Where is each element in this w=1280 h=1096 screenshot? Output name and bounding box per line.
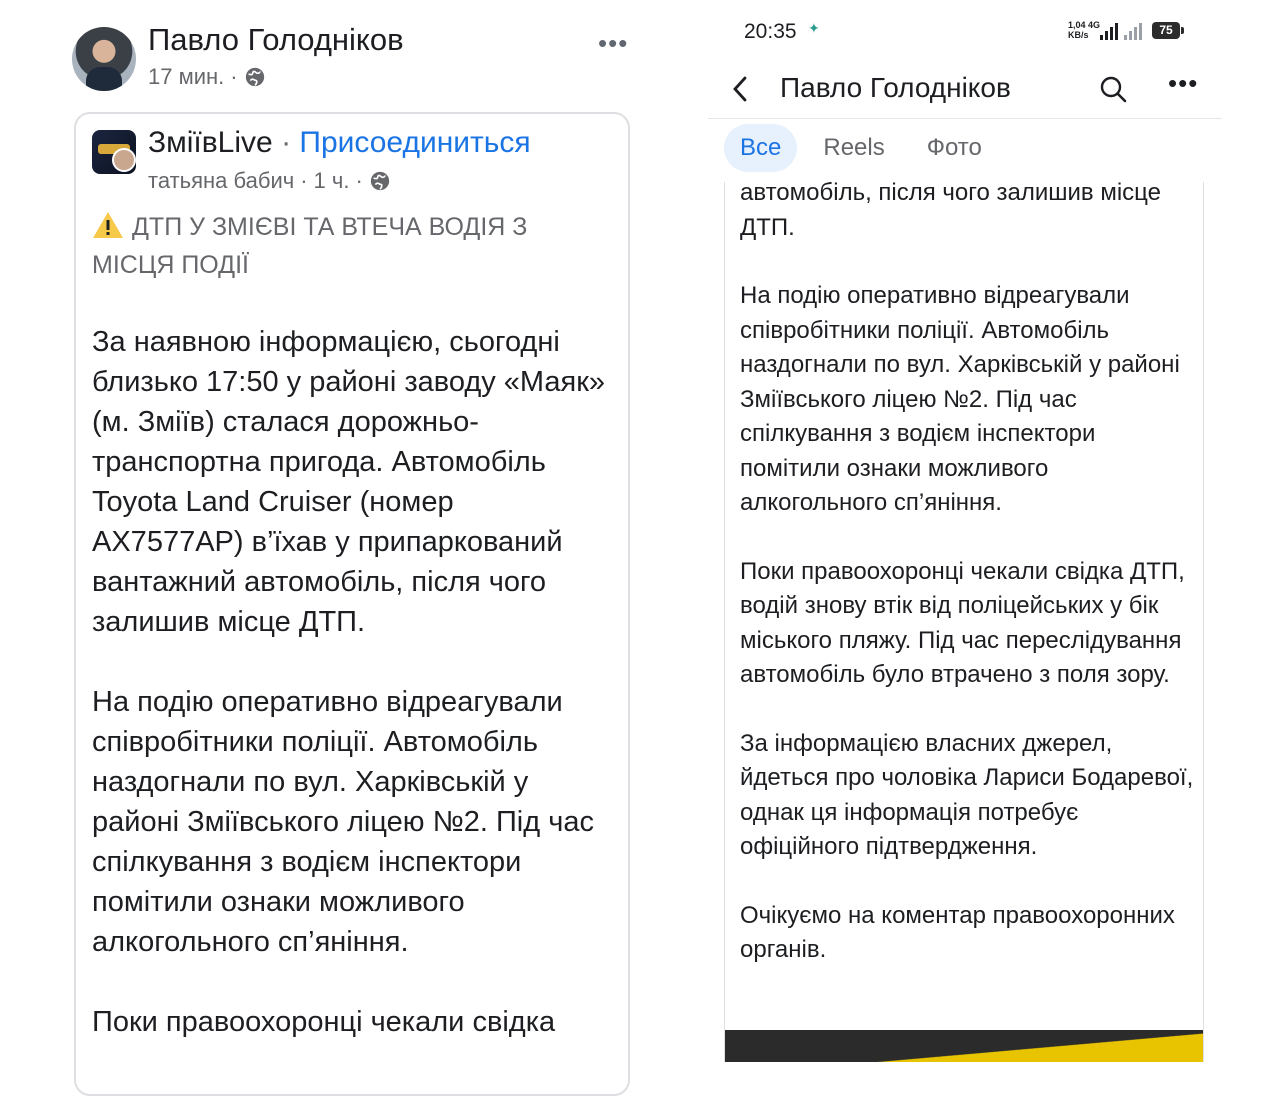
notification-icon: ✦ [808, 20, 820, 36]
poster-name[interactable]: татьяна бабич [148, 168, 295, 193]
author-name[interactable]: Павло Голодніков [148, 22, 404, 57]
poster-meta [148, 168, 391, 194]
post-paragraph: Очікуємо на коментар правоохоронних органів. [740, 901, 1175, 963]
warning-icon [92, 211, 124, 239]
more-options-icon[interactable]: ••• [598, 28, 629, 58]
more-options-icon[interactable]: ••• [1168, 68, 1199, 98]
meta-separator: · [300, 168, 308, 193]
post-image[interactable] [725, 1030, 1203, 1062]
group-header [148, 126, 531, 160]
back-arrow-icon[interactable] [728, 72, 754, 106]
post-time[interactable]: 17 мин. [148, 64, 225, 89]
post-body [92, 322, 612, 1082]
phone-screen [708, 0, 1222, 1049]
profile-title: Павло Голодніков [780, 72, 1011, 103]
post-paragraph: Поки правоохоронці чекали свідка ДТП, водій знову втік від поліцейських у бік міського пляжу. Під час переслідування автомобіль було втрачено з поля зору. [740, 557, 1185, 688]
tab-all[interactable]: Все [724, 124, 797, 172]
poster-avatar[interactable] [112, 148, 136, 172]
poster-time[interactable]: 1 ч. [313, 168, 350, 193]
public-globe-icon [244, 66, 266, 88]
shared-post-panel [0, 0, 660, 1049]
net-unit: KB/s [1068, 30, 1089, 40]
post-paragraph: За інформацією власних джерел, йдеться про чоловіка Лариси Бодаревої, однак ця інформація потребує офіційного підтвердження. [740, 729, 1194, 860]
search-icon[interactable] [1098, 74, 1128, 104]
post-paragraph: автомобіль, після чого залишив місце ДТП. [740, 182, 1161, 241]
post-paragraph: На подію оперативно відреагували співробітники поліції. Автомобіль наздогнали по вул. Харківській у районі Зміївського ліцею №2. Під час спілкування з водієм інспектори помітили ознаки можливого алкогольного сп’яніння. [92, 686, 594, 958]
post-paragraph: За наявною інформацією, сьогодні близько 17:50 у районі заводу «Маяк» (м. Зміїв) сталася дорожньо-транспортна пригода. Автомобіль Toyota Land Cruiser (номер АХ7577АР) в’їхав у припаркований вантажний автомобіль, після чого залишив місце ДТП. [92, 326, 606, 638]
post-title [92, 208, 592, 284]
group-name[interactable]: ЗміївLive [148, 126, 273, 159]
author-avatar[interactable] [72, 27, 136, 91]
shared-post-card [74, 112, 630, 1096]
signal-secondary-icon [1124, 20, 1142, 40]
status-bar [708, 0, 1222, 62]
post-meta [148, 64, 266, 90]
meta-separator: · [230, 64, 238, 89]
join-group-link[interactable]: Присоединиться [299, 126, 531, 159]
net-speed: 1,04 [1068, 20, 1086, 30]
post-paragraph: На подію оперативно відреагували співробітники поліції. Автомобіль наздогнали по вул. Харківській у районі Зміївського ліцею №2. Під час спілкування з водієм інспектори помітили ознаки можливого алкогольного сп’яніння. [740, 282, 1180, 516]
feed-post [724, 182, 1204, 1062]
status-time: 20:35 [744, 20, 797, 43]
public-globe-icon [369, 170, 391, 192]
post-paragraph: Поки правоохоронці чекали свідка [92, 1006, 556, 1038]
profile-tabs [724, 122, 998, 174]
network-speed [1068, 20, 1100, 40]
post-title-text: ДТП У ЗМІЄВІ ТА ВТЕЧА ВОДІЯ З МІСЦЯ ПОДІЇ [92, 213, 528, 279]
net-type: 4G [1088, 20, 1101, 30]
profile-nav-bar [708, 62, 1222, 119]
tab-photos[interactable]: Фото [926, 134, 982, 161]
tab-reels[interactable]: Reels [823, 134, 885, 161]
signal-icon [1100, 20, 1118, 40]
feed-post-body [740, 182, 1195, 1002]
group-separator: · [281, 126, 292, 159]
battery-icon: 75 [1152, 22, 1180, 39]
meta-separator: · [355, 168, 363, 193]
